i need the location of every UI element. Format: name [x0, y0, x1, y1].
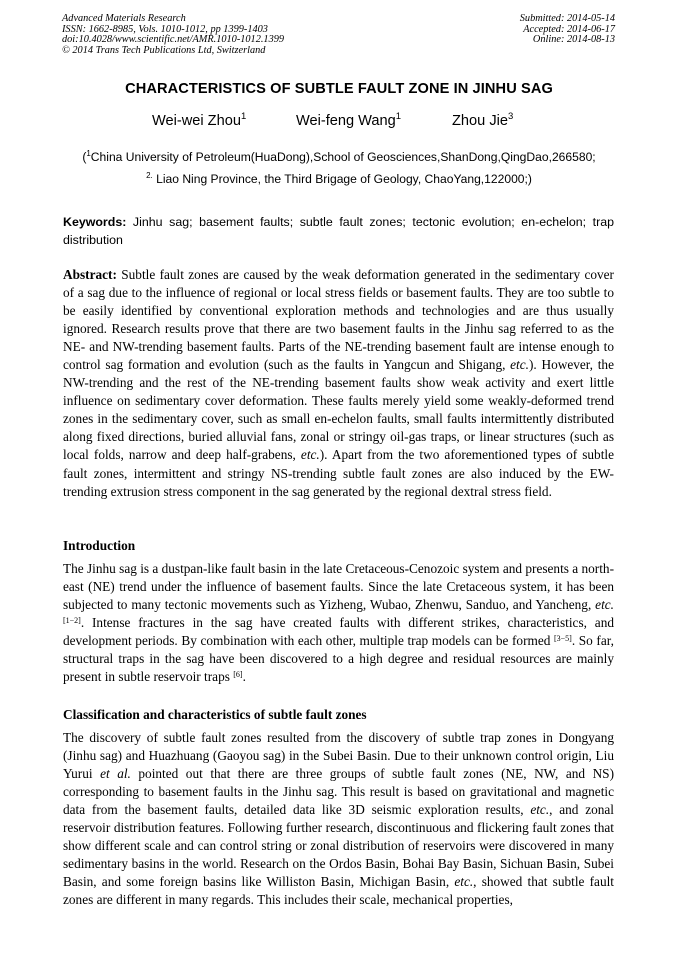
author-1 — [152, 113, 246, 129]
citation: [6] — [233, 670, 243, 680]
class-text: , and zonal reservoir distribution features. Following further research, discontinuous and flickering fault zones that show different scale and can control string or zonal distribution of reservoirs were discovered in many sedimentary basins in the world. Research on the Ordos Basin, Bohai Bay Basin, Sichuan Basin, Subei Basin, and some foreign basins like Williston Basin, Michigan Basin, — [63, 802, 614, 890]
online-date: Online: 2014-08-13 — [532, 34, 615, 46]
affiliation-2 — [0, 172, 678, 186]
class-text: The discovery of subtle fault zones resulted from the discovery of subtle trap zones in Dongyang (Jinhu sag) and Huazhuang (Gaoyou sag) in the Subei Basin. Due to their unknown control origin, Liu Yurui — [63, 730, 614, 782]
keywords-label: Keywords: — [63, 215, 127, 229]
class-text: , showed that subtle fault zones are different in many regards. This includes their scale, mechanical properties, — [63, 874, 614, 908]
author-2 — [296, 113, 401, 129]
intro-text: The Jinhu sag is a dustpan-like fault basin in the late Cretaceous-Cenozoic system and presents a north-east (NE) trend under the influence of basement faults. Since the late Cretaceous system, it has been subjected to many tectonic movements such as Yizheng, Wubao, Zhenwu, Sanduo, and Yancheng, — [63, 561, 614, 613]
intro-text: . — [242, 669, 246, 685]
etal-italic: et al. — [100, 766, 131, 782]
abstract-text: ). Apart from the two aforementioned types of subtle fault zones, intermittent and stringy NS-trending subtle fault zones are also induced by the EW-trending extrusion stress component in the sag generated by the regional dextral stress field. — [63, 447, 614, 499]
etc-italic: etc. — [454, 874, 474, 890]
etc-italic: etc. — [530, 802, 550, 818]
copyright-line: © 2014 Trans Tech Publications Ltd, Switzerland — [62, 44, 266, 56]
abstract-text: Subtle fault zones are caused by the weak deformation generated in the sedimentary cover of a sag due to the influence of regional or local stress fields or basement faults. They are too subtle to be easily identified by conventional exploration methods and technologies and are thus usually ignored. Research results prove that there are two basement faults in the Jinhu sag referred to as the NE- and NW-trending basement faults. Parts of the NE-trending basement fault are intense enough to control sag formation and evolution (such as the faults in Yangcun and Shigang, — [63, 267, 614, 373]
submitted-date: Submitted: 2014-05-14 — [519, 13, 615, 24]
doi-line: doi:10.4028/www.scientific.net/AMR.1010-1012.1399 — [62, 34, 285, 46]
author-sup: 1 — [395, 111, 402, 122]
abstract-text: ). However, the NW-trending and the rest of the NE-trending basement faults show weak activity and exert little influence on sedimentary cover deformation. These faults merely yield some weakly-deformed trend zones in the sedimentary cover, such as small en-echelon faults, small faults intermittently distributed along fixed directions, buried alluvial fans, zonal or stringy oil-gas traps, or linear structures (such as local folds, narrow and deep half-grabens, — [63, 357, 614, 463]
author-3 — [452, 113, 513, 129]
intro-text: . So far, structural traps in the sag have been discovered to a high degree and residual resources are mainly present in subtle reservoir traps — [63, 633, 614, 685]
aff-text: China University of Petroleum(HuaDong),School of Geosciences,ShanDong,QingDao,266580; — [90, 150, 596, 164]
author-sup: 3 — [507, 111, 514, 122]
aff-sup: 1 — [86, 149, 91, 158]
keywords-text: Jinhu sag; basement faults; subtle fault zones; tectonic evolution; en-echelon; trap distribution — [63, 215, 614, 247]
aff-paren: ( — [82, 150, 87, 164]
journal-name: Advanced Materials Research — [62, 13, 186, 24]
etc-italic: etc. — [510, 357, 529, 373]
aff-sup: 2. — [146, 171, 153, 180]
author-name: Wei-wei Zhou — [152, 113, 241, 129]
keywords — [63, 213, 614, 249]
intro-text: . Intense fractures in the sag have created faults with different strikes, characteristics, and development periods. By combination with each other, multiple trap models can be formed — [63, 615, 614, 649]
citation: [1−2] — [63, 616, 81, 626]
accepted-date: Accepted: 2014-06-17 — [523, 23, 615, 35]
introduction-heading: Introduction — [63, 538, 136, 553]
issn-line: ISSN: 1662-8985, Vols. 1010-1012, pp 1399-1403 — [62, 23, 268, 35]
classification-heading: Classification and characteristics of subtle fault zones — [63, 707, 367, 722]
etc-italic: etc. — [300, 447, 320, 463]
etc-italic: etc. — [595, 597, 614, 613]
dates-header — [520, 14, 615, 46]
class-text: pointed out that there are three groups of subtle fault zones (NE, NW, and NS) corresponding to basement faults in the Jinhu sag. This result is based on gravitational and magnetic data from the basement faults, detailed data like 3D seismic exploration results, — [63, 766, 614, 818]
abstract-label: Abstract: — [63, 267, 117, 282]
introduction-text — [63, 560, 614, 686]
abstract — [63, 266, 614, 501]
author-name: Wei-feng Wang — [296, 113, 396, 129]
affiliation-1 — [0, 150, 678, 164]
aff-text: Liao Ning Province, the Third Brigage of Geology, ChaoYang,122000;) — [152, 172, 532, 186]
author-name: Zhou Jie — [452, 113, 508, 129]
journal-header — [62, 14, 284, 56]
paper-title: CHARACTERISTICS OF SUBTLE FAULT ZONE IN JINHU SAG — [125, 81, 553, 97]
author-sup: 1 — [240, 111, 247, 122]
citation: [3−5] — [554, 634, 572, 644]
classification-text — [63, 729, 614, 909]
